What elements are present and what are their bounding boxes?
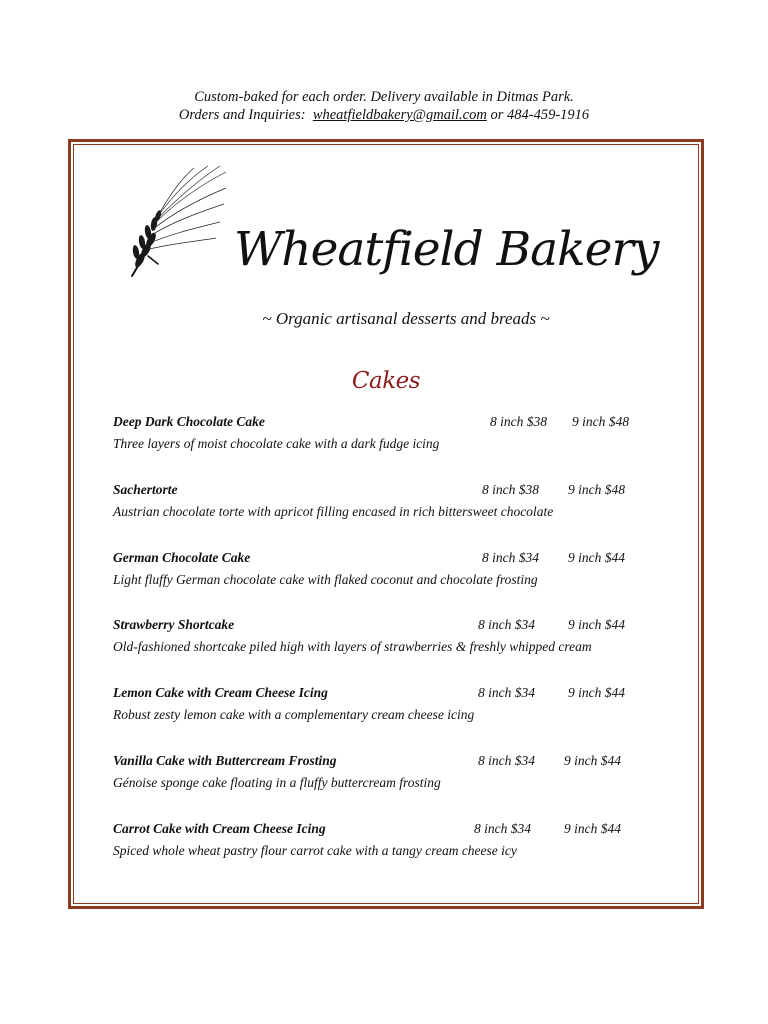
phone-text: or 484-459-1916	[490, 107, 590, 123]
menu-item	[113, 615, 673, 657]
price-9-inch: 9 inch $48	[572, 414, 629, 429]
header-line-2	[0, 106, 768, 124]
price-9-inch: 9 inch $44	[568, 617, 625, 632]
orders-label: Orders and Inquiries:	[178, 107, 306, 123]
item-description: Old-fashioned shortcake piled high with layers of strawberries & freshly whipped cream	[113, 639, 592, 654]
price-9-inch: 9 inch $44	[564, 753, 621, 768]
price-8-inch: 8 inch $34	[478, 617, 535, 632]
price-9-inch: 9 inch $44	[564, 821, 621, 836]
menu-item	[113, 819, 673, 861]
price-9-inch: 9 inch $44	[568, 685, 625, 700]
item-name: Sachertorte	[113, 482, 178, 497]
bakery-title: Wheatfield Bakery	[234, 222, 659, 277]
item-description: Spiced whole wheat pastry flour carrot cake with a tangy cream cheese icy	[113, 843, 517, 858]
tagline: ~ Organic artisanal desserts and breads ~	[262, 309, 550, 328]
price-9-inch: 9 inch $48	[568, 482, 625, 497]
header-info	[0, 88, 768, 124]
item-name: Deep Dark Chocolate Cake	[113, 414, 265, 429]
section-title-cakes: Cakes	[351, 368, 421, 394]
email-link[interactable]: wheatfieldbakery@gmail.com	[312, 107, 487, 123]
item-description: Génoise sponge cake floating in a fluffy buttercream frosting	[113, 775, 441, 790]
menu-item	[113, 480, 673, 522]
price-8-inch: 8 inch $38	[490, 414, 547, 429]
item-description: Light fluffy German chocolate cake with flaked coconut and chocolate frosting	[113, 572, 538, 587]
item-description: Robust zesty lemon cake with a complementary cream cheese icing	[113, 707, 475, 722]
price-8-inch: 8 inch $34	[474, 821, 531, 836]
item-name: Lemon Cake with Cream Cheese Icing	[113, 685, 328, 700]
menu-item	[113, 683, 673, 725]
price-8-inch: 8 inch $38	[482, 482, 539, 497]
item-description: Three layers of moist chocolate cake with a dark fudge icing	[113, 436, 440, 451]
item-name: German Chocolate Cake	[113, 550, 251, 565]
price-8-inch: 8 inch $34	[482, 550, 539, 565]
item-description: Austrian chocolate torte with apricot filling encased in rich bittersweet chocolate	[113, 504, 554, 519]
item-name: Strawberry Shortcake	[113, 617, 235, 632]
price-9-inch: 9 inch $44	[568, 550, 625, 565]
menu-item	[113, 412, 673, 454]
price-8-inch: 8 inch $34	[478, 685, 535, 700]
price-8-inch: 8 inch $34	[478, 753, 535, 768]
wheat-icon	[124, 164, 228, 280]
header-line-1: Custom-baked for each order. Delivery available in Ditmas Park.	[194, 89, 574, 105]
item-name: Carrot Cake with Cream Cheese Icing	[113, 821, 326, 836]
menu-item	[113, 548, 673, 590]
menu-item	[113, 751, 673, 793]
item-name: Vanilla Cake with Buttercream Frosting	[113, 753, 337, 768]
